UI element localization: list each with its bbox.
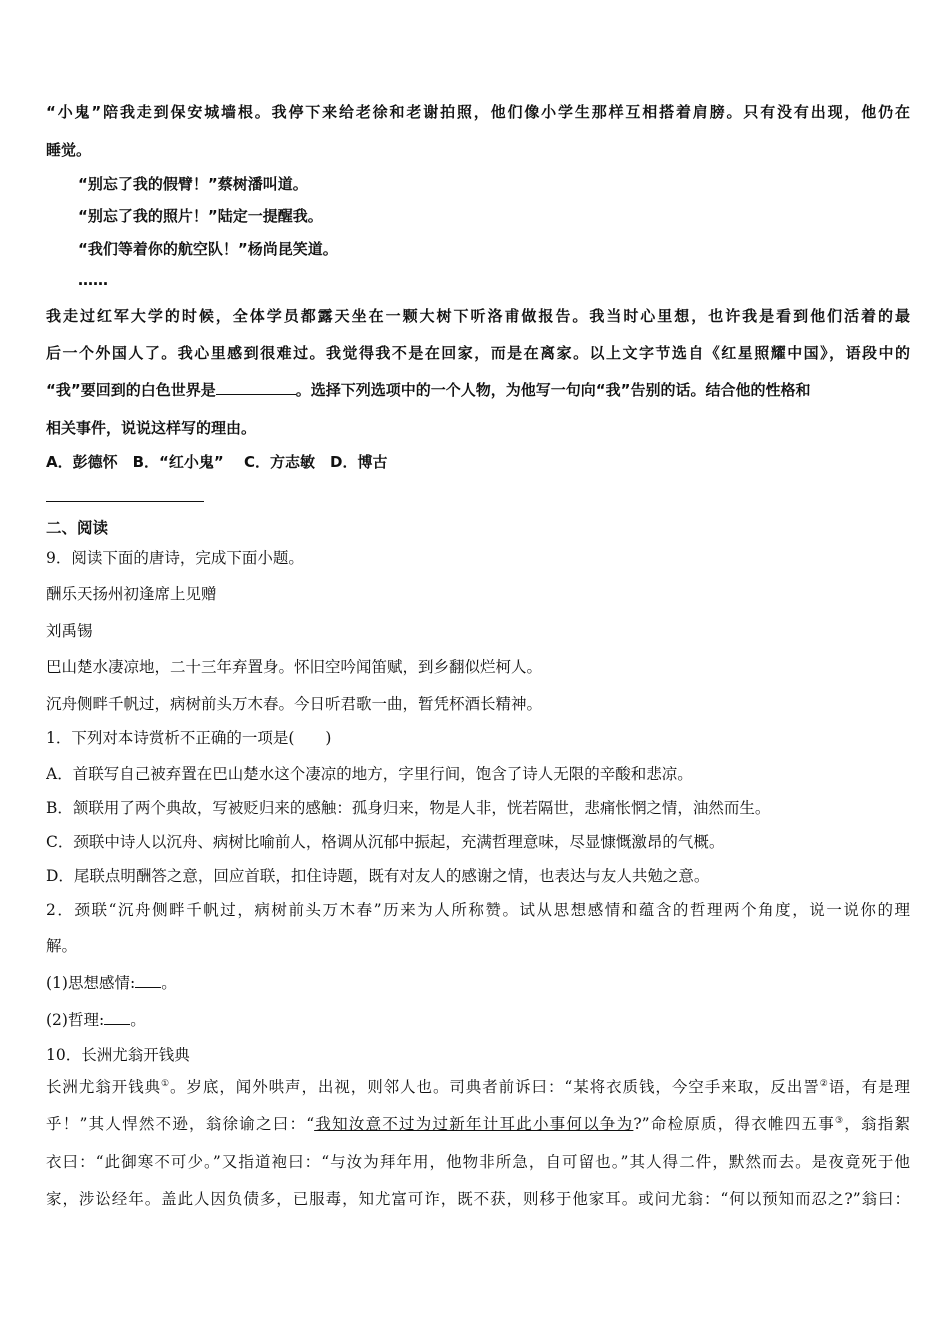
passage-line: 相关事件，说说这样写的理由。 xyxy=(46,419,257,437)
poem-title: 酬乐天扬州初逢席上见赠 xyxy=(46,585,217,603)
sub-item-end: 。 xyxy=(130,1011,146,1029)
passage-line: 后一个外国人了。我心里感到很难过。我觉得我不是在回家，而是在离家。以上文字节选自《红星照耀中国》，语段中的 xyxy=(46,344,910,362)
passage-line: “别忘了我的假臂！”蔡树潘叫道。 xyxy=(78,175,308,193)
question-9: 9．阅读下面的唐诗，完成下面小题。 xyxy=(46,549,304,567)
text-part: ，翁指絮 xyxy=(844,1115,910,1133)
sub-item-end: 。 xyxy=(161,974,177,992)
sub-question-1: 1．下列对本诗赏析不正确的一项是( ) xyxy=(46,729,332,747)
section-title: 二、阅读 xyxy=(46,519,109,537)
passage-line-part: 。选择下列选项中的一个人物，为他写一句向“我”告别的话。结合他的性格和 xyxy=(295,381,811,399)
footnote-mark: ① xyxy=(161,1078,171,1089)
passage-line xyxy=(46,380,910,400)
option-b: B．颔联用了两个典故，写被贬归来的感触：孤身归来，物是人非，恍若隔世，悲痛怅惘之情，油然而生。 xyxy=(46,799,771,817)
classical-text-line: 衣曰：“此御寒不可少。”又指道袍曰：“与汝为拜年用，他物非所急，自可留也。”其人得二件，默然而去。是夜竟死于他 xyxy=(46,1153,910,1171)
passage-line: “我们等着你的航空队！”杨尚昆笑道。 xyxy=(78,240,338,258)
underlined-sentence: 我知汝意不过为过新年计耳此小事何以争为 xyxy=(314,1115,634,1133)
passage-line: “小鬼”陪我走到保安城墙根。我停下来给老徐和老谢拍照，他们像小学生那样互相搭着肩膀。只有没有出现，他仍在 xyxy=(46,103,910,121)
answer-options: A．彭德怀 B．“红小鬼” C．方志敏 D．博古 xyxy=(46,453,388,471)
passage-line: 睡觉。 xyxy=(46,141,92,159)
option-c: C．颈联中诗人以沉舟、病树比喻前人，格调从沉郁中振起，充满哲理意味，尽显慷慨激昂的气概。 xyxy=(46,833,725,851)
answer-blank[interactable] xyxy=(135,973,161,988)
text-part: 。岁底，闻外哄声，出视，则邻人也。司典者前诉曰：“某将衣质钱，今空手来取，反出詈 xyxy=(170,1078,820,1096)
poem-line: 巴山楚水凄凉地，二十三年弃置身。怀旧空吟闻笛赋，到乡翻似烂柯人。 xyxy=(46,658,543,676)
question-10-title: 10．长洲尤翁开钱典 xyxy=(46,1046,190,1064)
footnote-mark: ③ xyxy=(834,1115,845,1126)
text-part: 乎！”其人悍然不逊，翁徐谕之曰：“ xyxy=(46,1115,315,1133)
text-part: 语，有是理 xyxy=(828,1078,910,1096)
answer-blank[interactable] xyxy=(104,1010,130,1025)
passage-line: “别忘了我的照片！”陆定一提醒我。 xyxy=(78,207,323,225)
text-part: ?”命检原质，得衣帷四五事 xyxy=(633,1115,835,1133)
sub-item-label: (1)思想感情: xyxy=(46,974,136,992)
answer-blank[interactable] xyxy=(216,380,296,395)
poem-author: 刘禹锡 xyxy=(46,622,93,640)
classical-text-line xyxy=(46,1114,910,1134)
sub-item-label: (2)哲理: xyxy=(46,1011,105,1029)
separator-line xyxy=(46,501,204,502)
passage-line: 我走过红军大学的时候，全体学员都露天坐在一颗大树下听洛甫做报告。我当时心里想，也许我是看到他们活着的最 xyxy=(46,307,910,325)
sub-question-2-cont: 解。 xyxy=(46,937,78,955)
footnote-mark: ② xyxy=(819,1078,829,1089)
text-part: 长洲尤翁开钱典 xyxy=(46,1078,162,1096)
sub-item-2 xyxy=(46,1010,910,1030)
classical-text-line xyxy=(46,1077,910,1097)
option-a: A．首联写自己被弃置在巴山楚水这个凄凉的地方，字里行间，饱含了诗人无限的辛酸和悲凉。 xyxy=(46,765,693,783)
sub-item-1 xyxy=(46,973,910,993)
classical-text-line: 家，涉讼经年。盖此人因负债多，已服毒，知尤富可诈，既不获，则移于他家耳。或问尤翁：“何以预知而忍之?”翁曰： xyxy=(46,1190,910,1208)
sub-question-2: 2．颈联“沉舟侧畔千帆过，病树前头万木春”历来为人所称赞。试从思想感情和蕴含的哲理两个角度，说一说你的理 xyxy=(46,901,910,919)
option-d: D．尾联点明酬答之意，回应首联，扣住诗题，既有对友人的感谢之情，也表达与友人共勉之意。 xyxy=(46,867,710,885)
passage-line: …… xyxy=(78,271,108,289)
poem-line: 沉舟侧畔千帆过，病树前头万木春。今日听君歌一曲，暂凭杯酒长精神。 xyxy=(46,695,543,713)
passage-line-part: “我”要回到的白色世界是 xyxy=(46,381,216,399)
